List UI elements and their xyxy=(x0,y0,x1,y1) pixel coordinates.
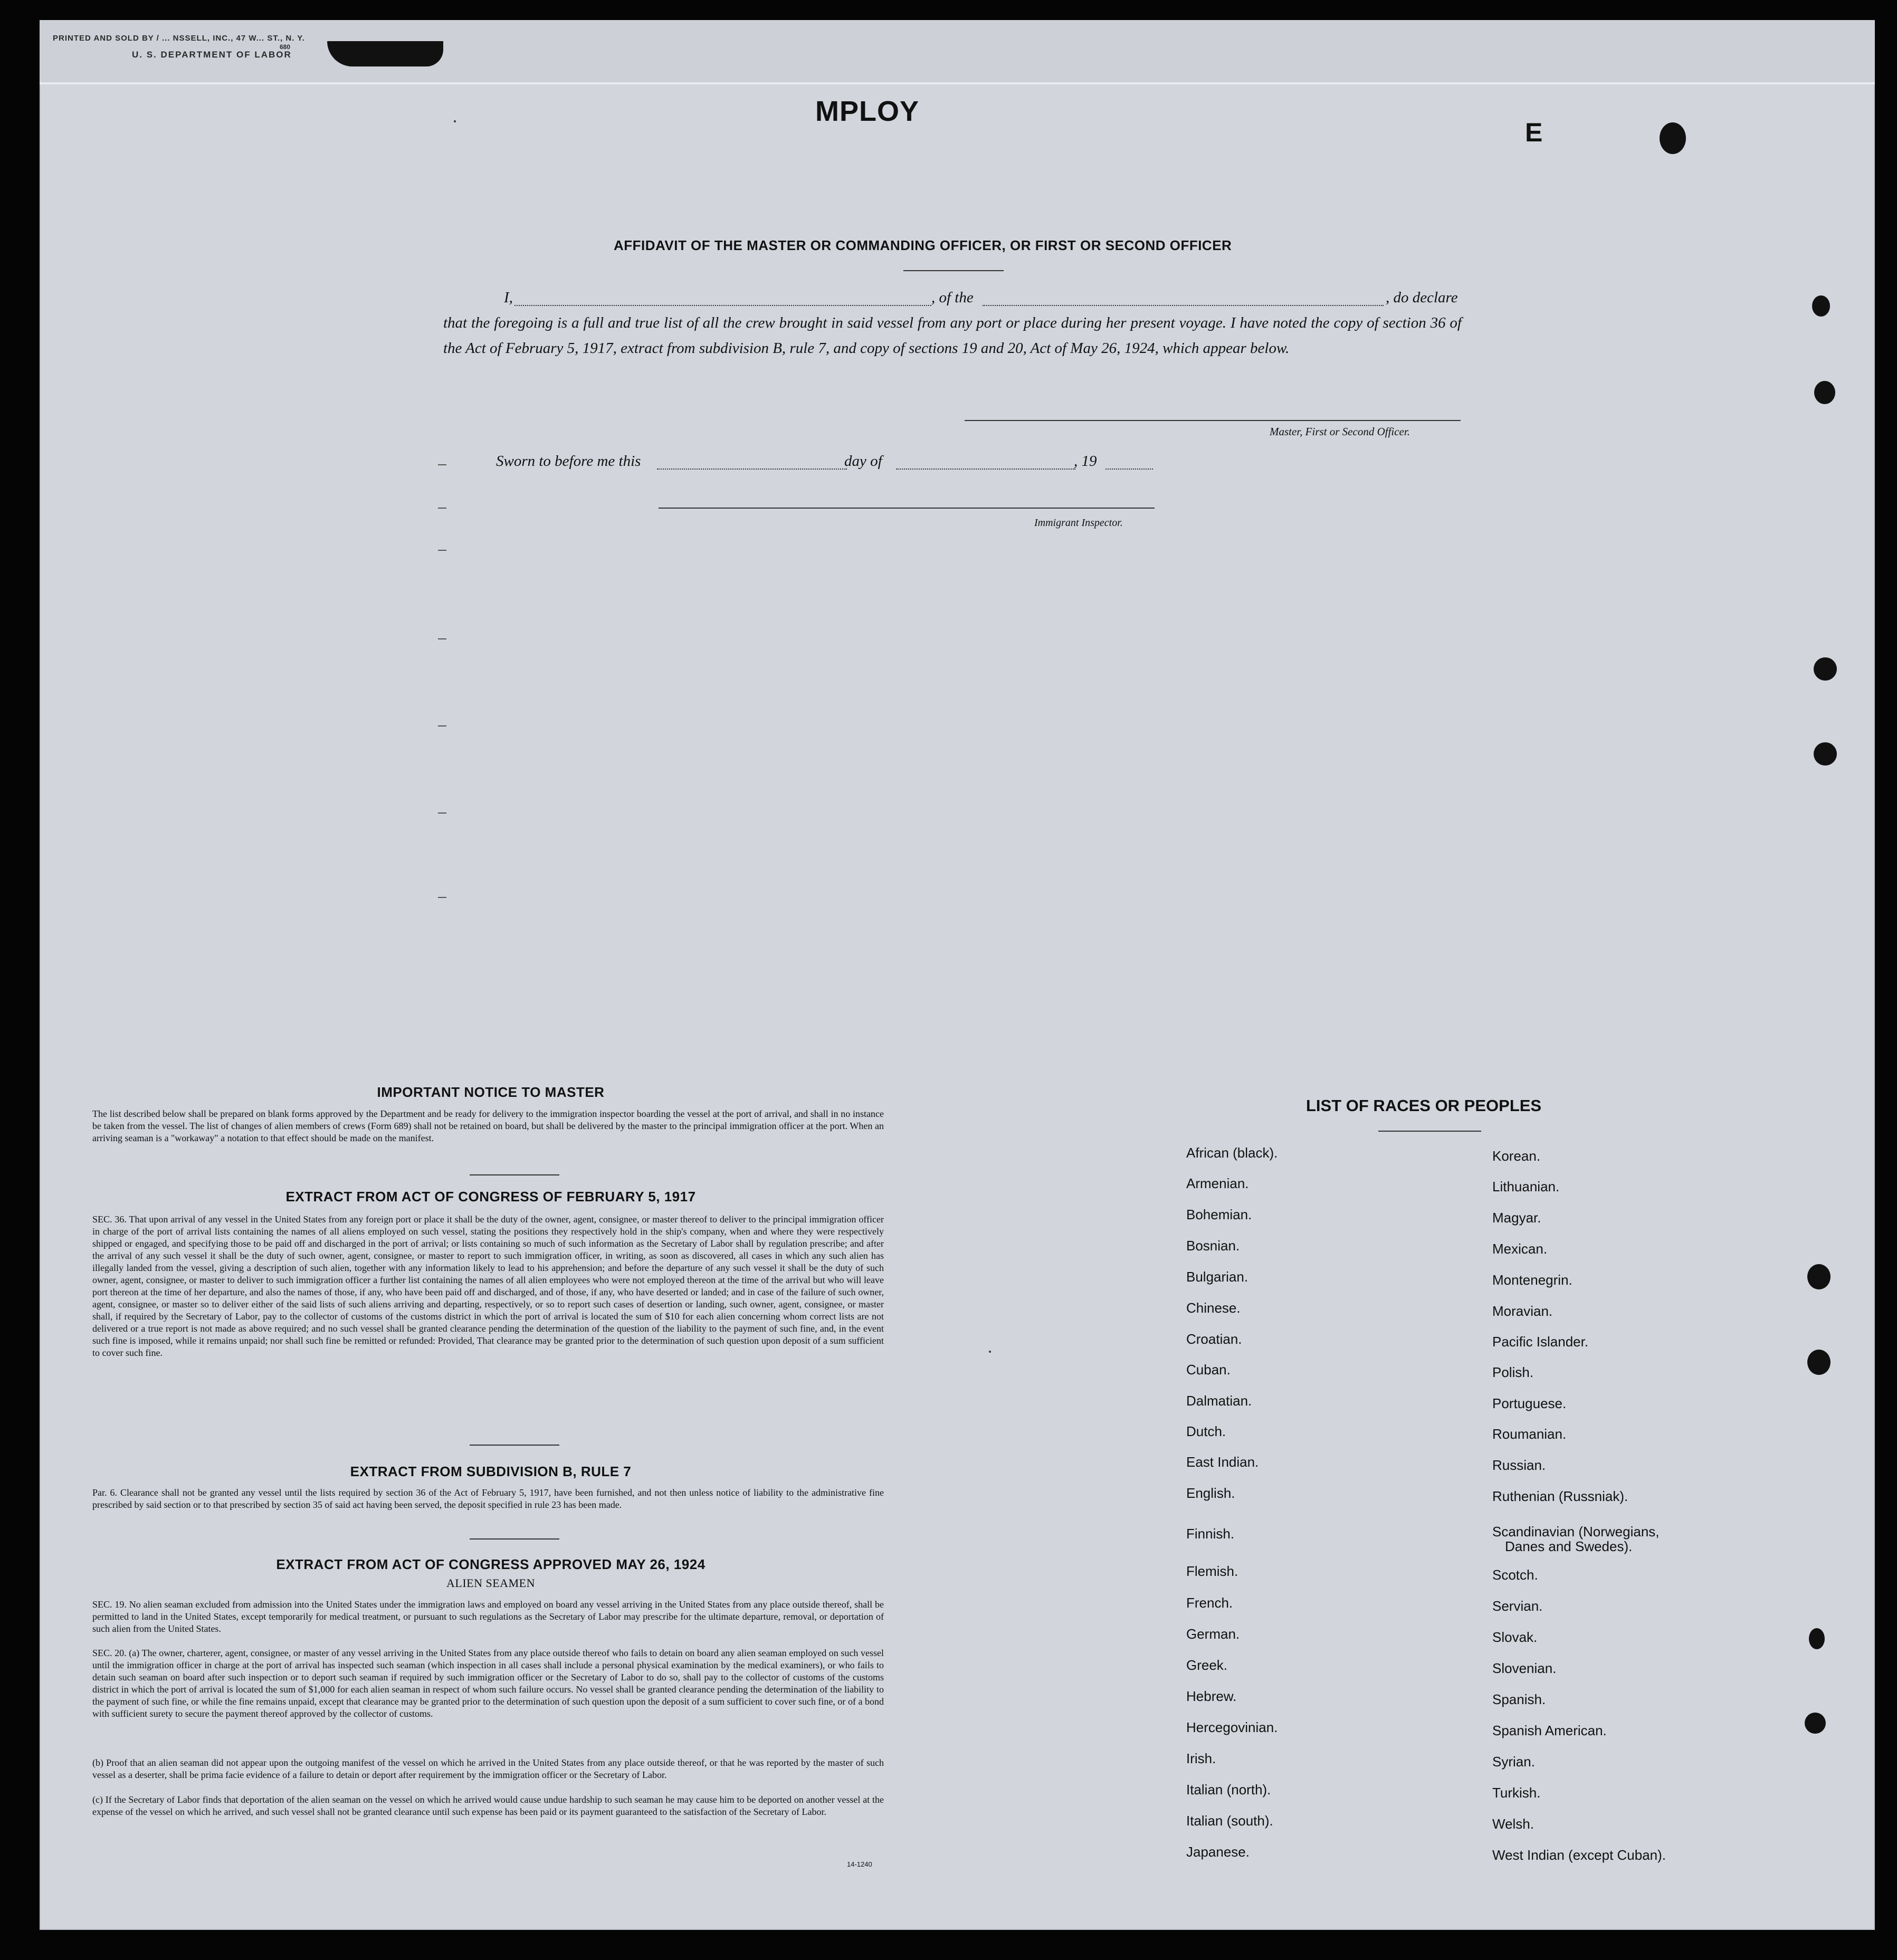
race-item: Bulgarian. xyxy=(1186,1269,1248,1285)
race-item: Ruthenian (Russniak). xyxy=(1492,1488,1628,1504)
department-line: U. S. DEPARTMENT OF LABOR xyxy=(132,50,292,60)
affidavit-title: AFFIDAVIT OF THE MASTER OR COMMANDING OFFICER, OR FIRST OR SECOND OFFICER xyxy=(614,237,1232,253)
race-item: Hebrew. xyxy=(1186,1688,1237,1704)
notice-title: IMPORTANT NOTICE TO MASTER xyxy=(377,1084,605,1100)
race-item: Magyar. xyxy=(1492,1210,1541,1226)
sec20a-text: SEC. 20. (a) The owner, charterer, agent, consignee, or master of any vessel arriving in the United States from any place outside thereof who fails to detain on board any alien seaman employed on such vessel until the immigration officer in charge at the port of arrival has inspected such seaman (which inspection in all cases shall include a personal physical examination by the medical examiners), or who fails to detain such seaman on board after such inspection or to deport such seaman if required by such immigration officer or the Secretary of Labor to do so, shall pay to the collector of customs of the customs district in which the port of arrival is located the sum of $1,000 for each alien seaman in respect of whom such failure occurs. No vessel shall be granted clearance pending the determination of the liability to the payment of such fine, or while the fine remains unpaid, except that clearance may be granted prior to the determination of such question upon the deposit of a sum sufficient to cover such fine, or of a bond with sufficient surety to secure the payment thereof approved by the collector of customs. xyxy=(92,1648,884,1719)
punch-hole xyxy=(1807,1350,1831,1375)
race-item: German. xyxy=(1186,1626,1240,1642)
sec20c-text: (c) If the Secretary of Labor finds that deportation of the alien seaman on the vessel on which he arrived would cause undue hardship to such seaman he may cause him to be deported on another vessel at the expense of the vessel on which he arrived, and such vessel shall not be granted clearance until such expense has been paid or its payment guaranteed to the satisfaction of the Secretary of Labor. xyxy=(92,1794,884,1817)
race-item: Scotch. xyxy=(1492,1567,1538,1583)
race-item: Russian. xyxy=(1492,1457,1546,1473)
race-item: Syrian. xyxy=(1492,1754,1535,1770)
race-item: Scandinavian (Norwegians, xyxy=(1492,1524,1660,1540)
race-item: Armenian. xyxy=(1186,1175,1249,1191)
margin-mark xyxy=(438,638,446,639)
extract-1917-title: EXTRACT FROM ACT OF CONGRESS OF FEBRUARY 5, 1917 xyxy=(285,1189,696,1204)
page-title: MPLOY xyxy=(815,95,920,127)
sec19-text: SEC. 19. No alien seaman excluded from admission into the United States under the immigration laws and employed on board any vessel arriving in the United States from any place outside thereof, shall be permitted to land in the United States, except temporarily for medical treatment, or pursuant to such regulations as the Secretary of Labor may prescribe for the ultimate departure, removal, or deportation of such alien from the United States. xyxy=(92,1599,884,1634)
race-item: Italian (south). xyxy=(1186,1813,1273,1829)
extract-1924-subtitle: ALIEN SEAMEN xyxy=(446,1576,535,1590)
race-item: Finnish. xyxy=(1186,1526,1235,1542)
sworn-year: , 19 xyxy=(1074,453,1097,470)
races-title-rule xyxy=(1378,1131,1481,1132)
punch-hole xyxy=(1660,122,1686,154)
rule7-text: Par. 6. Clearance shall not be granted any vessel until the lists required by section 36 of the Act of February 5, 1917, have been furnished, and not then unless notice of liability to the administrative fine prescribed by said section or to that prescribed by section 35 of said act having been served, the deposit specified in rule 23 has been made. xyxy=(92,1487,884,1510)
signature-caption: Master, First or Second Officer. xyxy=(1270,425,1410,438)
race-item: Dutch. xyxy=(1186,1423,1226,1439)
margin-mark xyxy=(438,464,446,465)
stray-mark xyxy=(454,120,456,122)
race-item: Pacific Islander. xyxy=(1492,1334,1589,1350)
race-item: Bosnian. xyxy=(1186,1238,1240,1254)
printer-line: PRINTED AND SOLD BY / ... NSSELL, INC., 47 W... ST., N. Y. xyxy=(53,34,305,43)
race-item: Chinese. xyxy=(1186,1300,1241,1316)
sworn-day-of: day of xyxy=(844,453,882,470)
race-item: Polish. xyxy=(1492,1364,1534,1380)
race-item: Moravian. xyxy=(1492,1303,1553,1319)
signature-line[interactable] xyxy=(965,420,1461,421)
notice-rule xyxy=(470,1174,559,1175)
affidavit-line-i: I, xyxy=(504,289,513,306)
race-item: Portuguese. xyxy=(1492,1395,1567,1411)
notice-text: The list described below shall be prepared on blank forms approved by the Department and be ready for delivery to the immigration inspector boarding the vessel at the port of arrival, and shall in no instance be taken from the vessel. The list of changes of alien members of crews (Form 689) shall not be retained on board, but shall be delivered by the master to the principal immigration officer at the port. When an arriving seaman is a "workaway" a notation to that effect should be made on the manifest. xyxy=(92,1108,884,1143)
race-item: Korean. xyxy=(1492,1148,1541,1164)
race-item: Danes and Swedes). xyxy=(1505,1538,1633,1554)
race-item: Japanese. xyxy=(1186,1844,1250,1860)
margin-mark xyxy=(438,550,446,551)
extract-1924-title: EXTRACT FROM ACT OF CONGRESS APPROVED MAY 26, 1924 xyxy=(276,1556,706,1572)
race-item: Turkish. xyxy=(1492,1785,1541,1801)
punch-hole xyxy=(1805,1713,1826,1734)
form-number: 680 xyxy=(280,43,291,51)
sworn-prefix: Sworn to before me this xyxy=(496,453,641,470)
margin-mark xyxy=(438,508,446,509)
sec20b-text: (b) Proof that an alien seaman did not appear upon the outgoing manifest of the vessel on which he arrived in the United States from any place outside thereof, or that he was reported by the master of such vessel as a deserter, shall be prima facie evidence of a failure to detain or deport after requirement by the immigration officer or the Secretary of Labor. xyxy=(92,1757,884,1780)
affidavit-declare: , do declare xyxy=(1386,289,1458,306)
race-item: French. xyxy=(1186,1595,1233,1611)
race-item: East Indian. xyxy=(1186,1454,1259,1470)
race-item: Slovak. xyxy=(1492,1629,1538,1645)
rule7-rule xyxy=(470,1538,559,1540)
affidavit-body: that the foregoing is a full and true list of all the crew brought in said vessel from any port or place during her present voyage. I have noted the copy of section 36 of the Act of February 5, 1917, extract from subdivision B, rule 7, and copy of sections 19 and 20, Act of May 26, 1924, which appear below. xyxy=(443,314,1462,357)
rule7-title: EXTRACT FROM SUBDIVISION B, RULE 7 xyxy=(350,1464,632,1479)
race-item: Spanish American. xyxy=(1492,1723,1607,1738)
race-item: Roumanian. xyxy=(1492,1426,1567,1442)
race-item: Irish. xyxy=(1186,1751,1216,1766)
margin-mark xyxy=(438,897,446,898)
page-title-right-fragment: E xyxy=(1525,118,1543,147)
print-code: 14-1240 xyxy=(847,1860,872,1868)
race-item: Welsh. xyxy=(1492,1816,1534,1832)
top-strip xyxy=(40,20,1875,84)
torn-edge xyxy=(327,41,443,66)
inspector-caption: Immigrant Inspector. xyxy=(1034,517,1123,529)
race-item: Bohemian. xyxy=(1186,1207,1252,1222)
vessel-blank[interactable] xyxy=(983,305,1384,306)
race-item: Montenegrin. xyxy=(1492,1272,1572,1288)
race-item: Lithuanian. xyxy=(1492,1179,1560,1194)
affidavit-title-rule xyxy=(903,270,1004,271)
races-title: LIST OF RACES OR PEOPLES xyxy=(1306,1096,1542,1115)
punch-hole xyxy=(1809,1628,1825,1649)
margin-mark xyxy=(438,812,446,814)
inspector-signature-line[interactable] xyxy=(659,508,1155,509)
race-item: West Indian (except Cuban). xyxy=(1492,1847,1666,1863)
extract-1917-text: SEC. 36. That upon arrival of any vessel in the United States from any foreign port or place it shall be the duty of the owner, agent, consignee, or master thereof to deliver to the principal immigration officer in charge of the port of arrival lists containing the names of all aliens employed on such vessel, stating the positions they respectively hold in the ship's company, when and where they were respectively shipped or engaged, and specifying those to be paid off and discharged in the port of arrival; or lists containing so much of such information as the Secretary of Labor shall by regulation prescribe; and after the arrival of any such vessel it shall be the duty of such owner, agent, consignee, or master to report to such immigration officer, in writing, as soon as discovered, all cases in which any such alien has illegally landed from the vessel, giving a description of such alien, together with any information likely to lead to his apprehension; and before the departure of any such vessel it shall be the duty of such owner, agent, consignee, or master to deliver to such immigration officer a further list containing the names of all alien employees who were not employed thereon at the time of the arrival but who will leave port thereon at the time of her departure, and also the names of those, if any, who have been paid off and discharged, and of those, if any, who have deserted or landed; and in case of the failure of such owner, agent, consignee, or master so to deliver either of the said lists of such aliens arriving and departing, respectively, or so to report such cases of desertion or landing, such owner, agent, consignee, or master shall, if required by the Secretary of Labor, pay to the collector of customs of the customs district in which the port of arrival is located the sum of $10 for each alien concerning whom correct lists are not delivered or a true report is not made as above required; and no such vessel shall be granted clearance pending the determination of the question of the liability to the payment of such fine, and, in the event such fine is imposed, while it remains unpaid; nor shall such fine be remitted or refunded: Provided, That clearance may be granted prior to the determination of such question upon deposit of a sum sufficient to cover such fine. xyxy=(92,1214,884,1358)
race-item: Italian (north). xyxy=(1186,1782,1271,1798)
stray-mark xyxy=(989,1351,991,1353)
punch-hole xyxy=(1814,381,1835,404)
race-item: Spanish. xyxy=(1492,1691,1546,1707)
race-item: English. xyxy=(1186,1485,1235,1501)
sworn-month-blank[interactable] xyxy=(896,469,1075,470)
affidavit-of-the: , of the xyxy=(931,289,974,306)
race-item: Croatian. xyxy=(1186,1331,1242,1347)
race-item: Mexican. xyxy=(1492,1241,1548,1257)
race-item: Greek. xyxy=(1186,1657,1228,1673)
punch-hole xyxy=(1814,657,1837,681)
race-item: Hercegovinian. xyxy=(1186,1719,1278,1735)
race-item: Cuban. xyxy=(1186,1362,1231,1378)
margin-mark xyxy=(438,725,446,726)
punch-hole xyxy=(1812,295,1830,317)
punch-hole xyxy=(1807,1264,1831,1289)
extract-1917-rule xyxy=(470,1445,559,1446)
sworn-year-blank[interactable] xyxy=(1105,469,1153,470)
name-blank[interactable] xyxy=(514,305,931,306)
punch-hole xyxy=(1814,742,1837,766)
race-item: Servian. xyxy=(1492,1598,1543,1614)
race-item: Slovenian. xyxy=(1492,1660,1557,1676)
sworn-day-blank[interactable] xyxy=(657,469,847,470)
race-item: Flemish. xyxy=(1186,1563,1238,1579)
race-item: African (black). xyxy=(1186,1145,1278,1161)
race-item: Dalmatian. xyxy=(1186,1393,1252,1409)
